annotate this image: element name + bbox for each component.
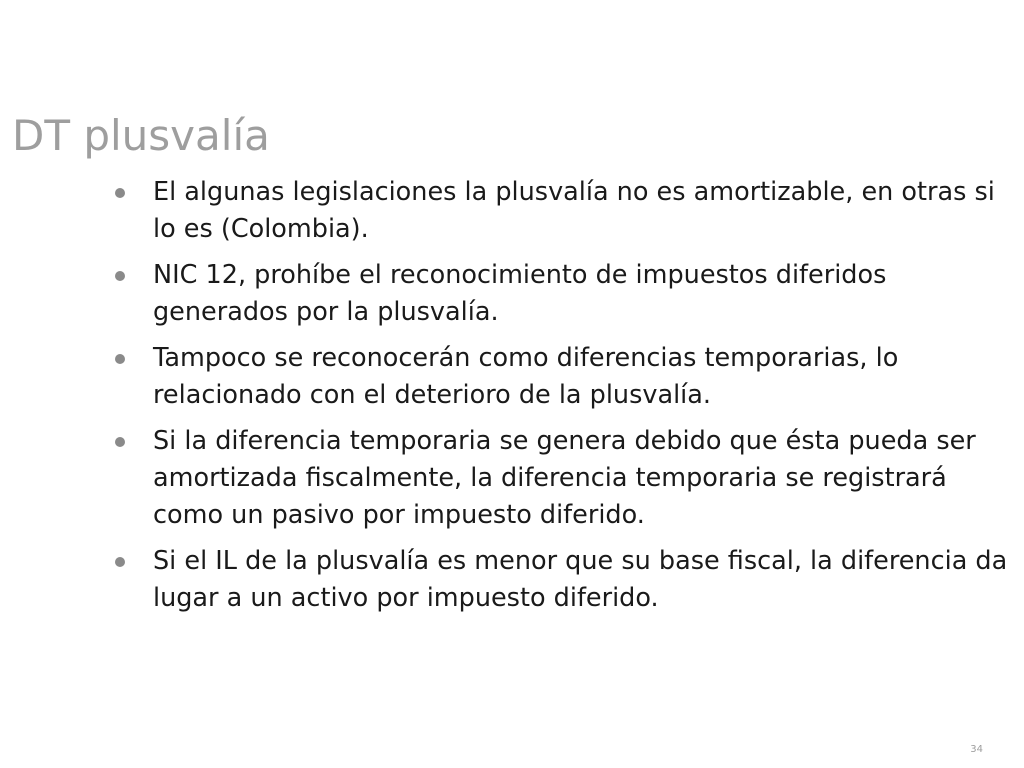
bullet-item — [115, 423, 1015, 534]
bullet-text: NIC 12, prohíbe el reconocimiento de impuestos diferidos generados por la plusvalía. — [153, 260, 887, 327]
bullet-item — [115, 340, 1015, 414]
slide-title: DT plusvalía — [12, 111, 270, 160]
bullet-text: Si el IL de la plusvalía es menor que su base fiscal, la diferencia da lugar a un activo por impuesto diferido. — [153, 546, 1008, 613]
bullet-text: Si la diferencia temporaria se genera debido que ésta pueda ser amortizada fiscalmente, la diferencia temporaria se registrará como un pasivo por impuesto diferido. — [153, 426, 976, 530]
bullet-dot-icon — [115, 188, 125, 198]
bullet-item — [115, 174, 1015, 248]
bullet-dot-icon — [115, 271, 125, 281]
bullet-item — [115, 543, 1015, 617]
bullet-text: Tampoco se reconocerán como diferencias temporarias, lo relacionado con el deterioro de la plusvalía. — [153, 343, 899, 410]
bullet-item — [115, 257, 1015, 331]
page-number: 34 — [970, 744, 983, 755]
bullet-list — [115, 174, 1015, 626]
bullet-dot-icon — [115, 557, 125, 567]
bullet-dot-icon — [115, 437, 125, 447]
bullet-text: El algunas legislaciones la plusvalía no es amortizable, en otras si lo es (Colombia). — [153, 177, 995, 244]
bullet-dot-icon — [115, 354, 125, 364]
